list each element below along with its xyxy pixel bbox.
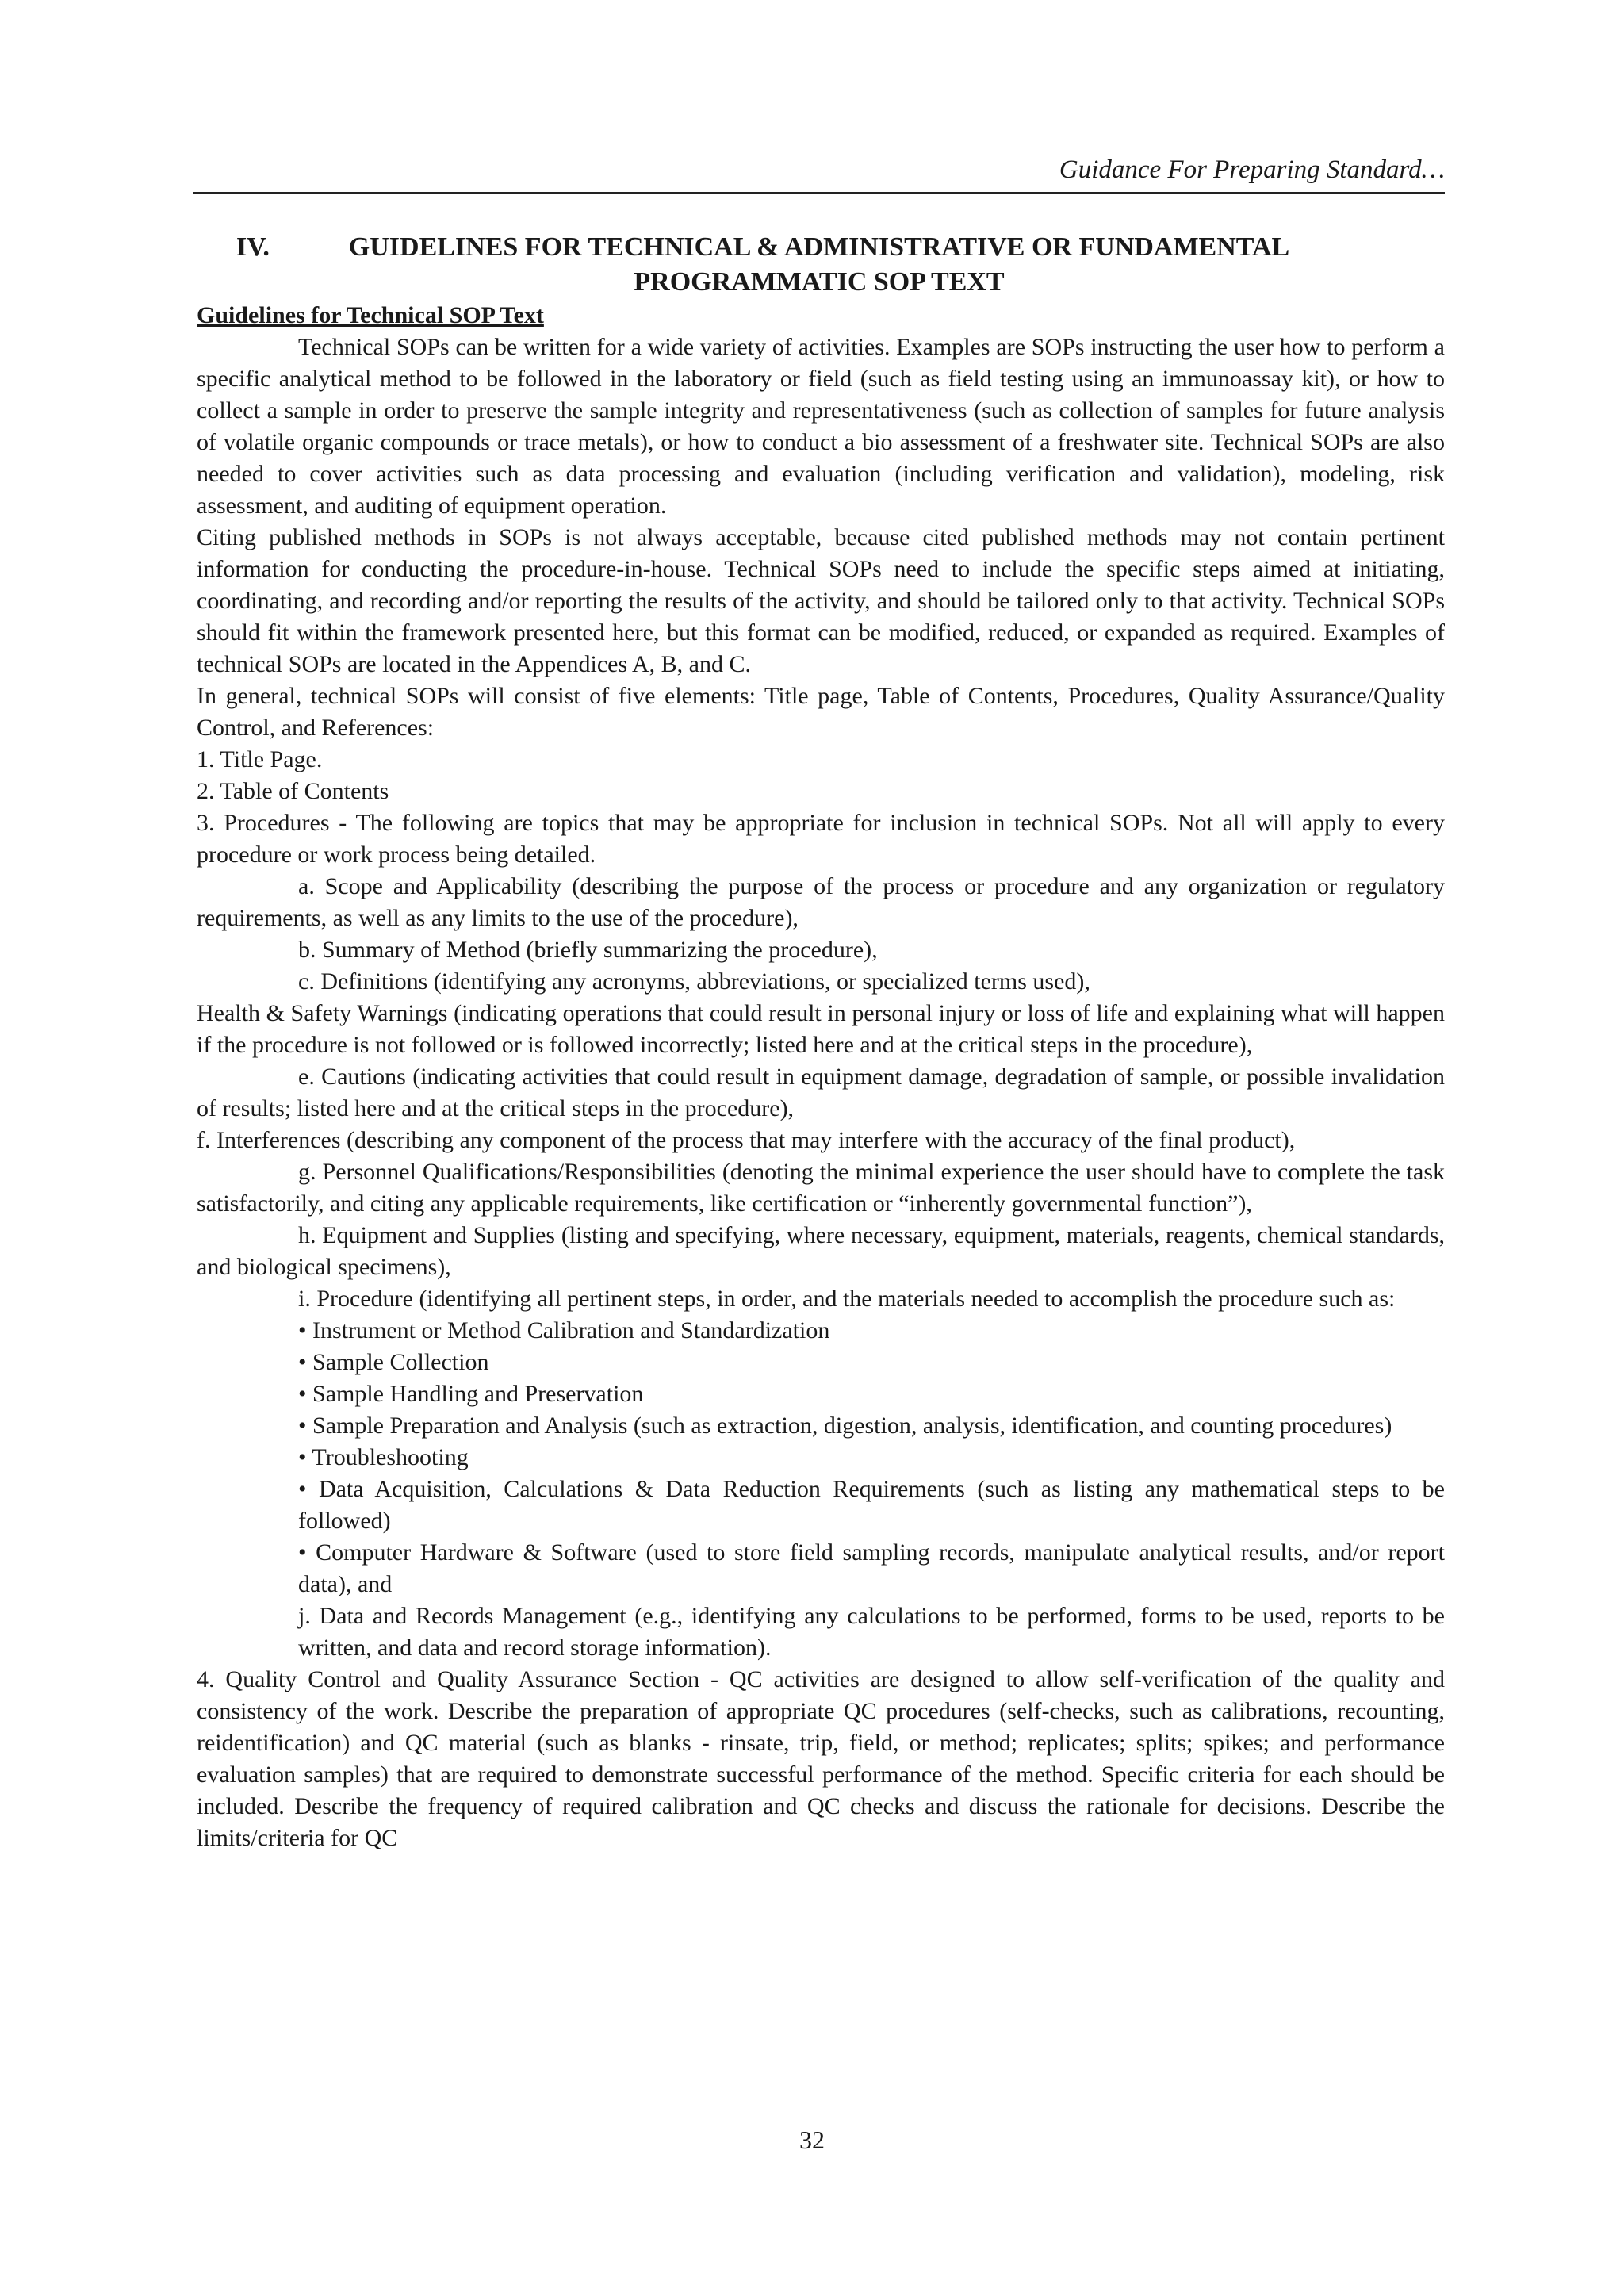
paragraph-citing: Citing published methods in SOPs is not always acceptable, because cited published methods may not contain pertinent information for conducting the procedure-in-house. Technical SOPs need to include the specific steps aimed at initiating, coordinating, and recording and/or reporting the results of the activity, and should be tailored only to that activity. Technical SOPs should fit within the framework presented here, but this format can be modified, reduced, or expanded as required. Examples of technical SOPs are located in the Appendices A, B, and C.	[197, 524, 1445, 677]
bullet-calibration: • Instrument or Method Calibration and Standardization	[298, 1317, 830, 1343]
subheading: Guidelines for Technical SOP Text	[197, 302, 544, 328]
paragraph-qc: 4. Quality Control and Quality Assurance Section - QC activities are designed to allow self-verification of the quality and consistency of the work. Describe the preparation of appropriate QC procedures (self-checks, such as calibrations, recounting, reidentification) and QC material (such as blanks - rinsate, trip, field, or method; replicates; splits; spikes; and performance evaluation samples) that are required to demonstrate successful performance of the method. Specific criteria for each should be included. Describe the frequency of required calibration and QC checks and discuss the rationale for decisions. Describe the limits/criteria for QC	[197, 1666, 1445, 1851]
bullet-sample-handling: • Sample Handling and Preservation	[298, 1381, 644, 1407]
bullet-data-acquisition: • Data Acquisition, Calculations & Data Reduction Requirements (such as listing any mathematical steps to be followed)	[298, 1476, 1445, 1534]
list-item-toc: 2. Table of Contents	[197, 778, 389, 804]
list-item-title-page: 1. Title Page.	[197, 746, 323, 772]
item-e: e. Cautions (indicating activities that could result in equipment damage, degradation of sample, or possible invalidation of results; listed here and at the critical steps in the procedure),	[197, 1064, 1445, 1121]
section-number: IV.	[236, 232, 270, 262]
page-number: 32	[799, 2125, 825, 2154]
bullet-sample-collection: • Sample Collection	[298, 1349, 489, 1375]
section-heading	[193, 230, 1445, 300]
item-f: f. Interferences (describing any component of the process that may interfere with the accuracy of the final product),	[197, 1127, 1296, 1153]
bullet-troubleshooting: • Troubleshooting	[298, 1444, 469, 1470]
bullet-sample-preparation: • Sample Preparation and Analysis (such as extraction, digestion, analysis, identification, and counting procedures)	[298, 1412, 1392, 1439]
paragraph-intro: Technical SOPs can be written for a wide variety of activities. Examples are SOPs instructing the user how to perform a specific analytical method to be followed in the laboratory or field (such as field testing using an immunoassay kit), or how to collect a sample in order to preserve the sample integrity and representativeness (such as collection of samples for future analysis of volatile organic compounds or trace metals), or how to conduct a bio assessment of a freshwater site. Technical SOPs are also needed to cover activities such as data processing and evaluation (including verification and validation), modeling, risk assessment, and auditing of equipment operation.	[197, 334, 1445, 519]
bullet-computer-hardware: • Computer Hardware & Software (used to store field sampling records, manipulate analytical results, and/or report data), and	[298, 1539, 1445, 1597]
item-c: c. Definitions (identifying any acronyms, abbreviations, or specialized terms used),	[298, 968, 1090, 995]
item-a: a. Scope and Applicability (describing the purpose of the process or procedure and any organization or regulatory requirements, as well as any limits to the use of the procedure),	[197, 873, 1445, 931]
running-header: Guidance For Preparing Standard…	[193, 152, 1445, 194]
item-health-safety: Health & Safety Warnings (indicating operations that could result in personal injury or loss of life and explaining what will happen if the procedure is not followed or is followed incorrectly; listed here and at the critical steps in the procedure),	[197, 1000, 1445, 1058]
body-text	[197, 300, 1445, 1854]
item-i: i. Procedure (identifying all pertinent steps, in order, and the materials needed to accomplish the procedure such as:	[298, 1286, 1396, 1312]
section-title-line-1: GUIDELINES FOR TECHNICAL & ADMINISTRATIVE OR FUNDAMENTAL	[348, 232, 1290, 262]
paragraph-general: In general, technical SOPs will consist of five elements: Title page, Table of Contents, Procedures, Quality Assurance/Quality Control, and References:	[197, 683, 1445, 741]
item-h: h. Equipment and Supplies (listing and specifying, where necessary, equipment, materials, reagents, chemical standards, and biological specimens),	[197, 1222, 1445, 1280]
item-g: g. Personnel Qualifications/Responsibilities (denoting the minimal experience the user should have to complete the task satisfactorily, and citing any applicable requirements, like certification or “inherently governmental function”),	[197, 1159, 1445, 1217]
section-title-line-2: PROGRAMMATIC SOP TEXT	[634, 267, 1005, 297]
list-item-procedures: 3. Procedures - The following are topics that may be appropriate for inclusion in technical SOPs. Not all will apply to every procedure or work process being detailed.	[197, 810, 1445, 868]
item-j: j. Data and Records Management (e.g., identifying any calculations to be performed, forms to be used, reports to be written, and data and record storage information).	[298, 1603, 1445, 1661]
item-b: b. Summary of Method (briefly summarizing the procedure),	[298, 937, 878, 963]
